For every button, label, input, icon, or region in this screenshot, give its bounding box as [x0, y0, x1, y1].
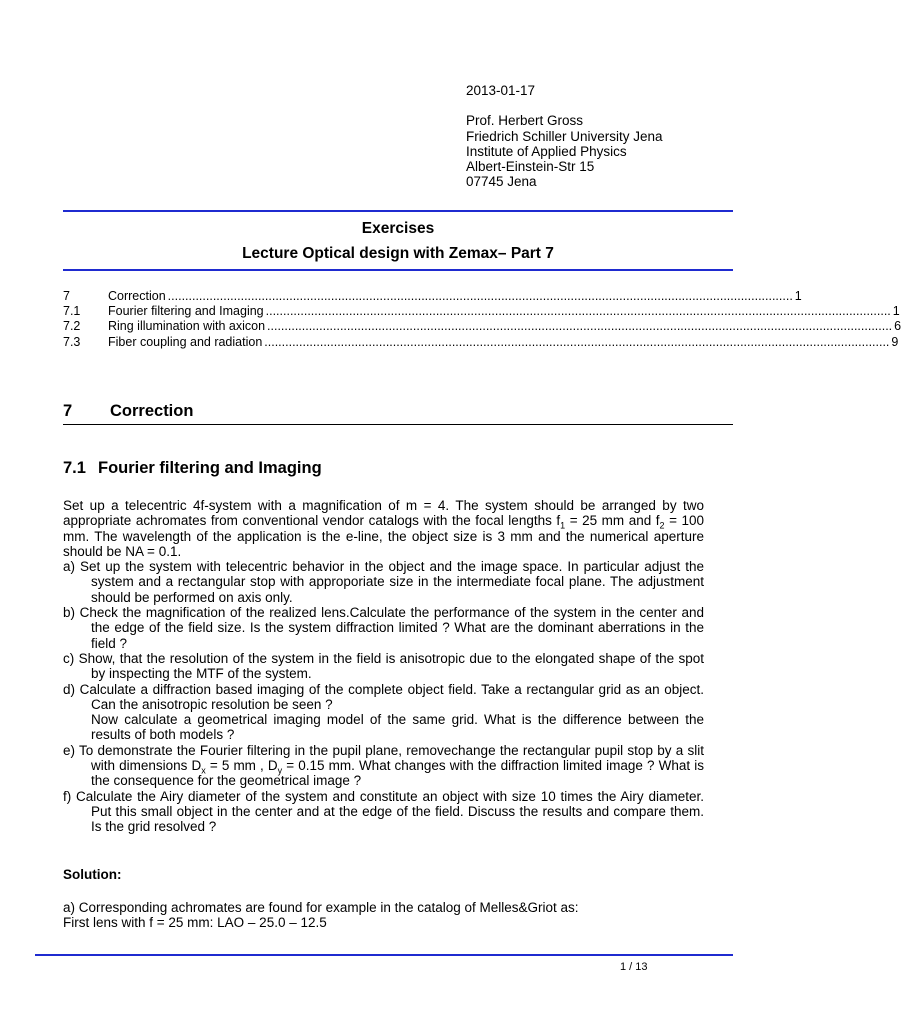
- address-line: Prof. Herbert Gross: [466, 113, 584, 129]
- section-rule: [63, 424, 733, 425]
- toc-entry[interactable]: [63, 319, 901, 334]
- table-of-contents: [63, 289, 901, 350]
- toc-entry-number: 7.2: [63, 319, 81, 334]
- intro-paragraph: [63, 498, 704, 559]
- toc-entry-page: 1: [794, 289, 802, 303]
- task-d-continuation: Now calculate a geometrical imaging model of the same grid. What is the difference between the results of both models ?: [91, 712, 704, 743]
- title-lecture: Lecture Optical design with Zemax– Part 7: [242, 245, 554, 262]
- task-a: a) Set up the system with telecentric behavior in the object and the image space. In particular adjust the system and a rectangular stop with approporiate size in the intermediate focal plane. The adjustment should be performed on axis only.: [63, 559, 704, 605]
- toc-leader-dots: ....................................................................................................................................................................................: [167, 289, 793, 303]
- section-title: Correction: [110, 402, 194, 420]
- toc-entry[interactable]: [63, 334, 899, 350]
- subscript: 2: [659, 520, 665, 531]
- toc-entry[interactable]: [63, 304, 900, 319]
- solution-line: a) Corresponding achromates are found for example in the catalog of Melles&Griot as:: [63, 900, 579, 915]
- toc-entry-number: 7.3: [63, 334, 81, 349]
- toc-entry-page: 6: [894, 319, 901, 334]
- intro-text: = 25 mm and f: [565, 513, 660, 529]
- address-line: Institute of Applied Physics: [466, 143, 627, 159]
- toc-entry-page: 9: [891, 334, 899, 349]
- document-date: 2013-01-17: [466, 83, 536, 98]
- solution-body: [63, 900, 704, 931]
- toc-entry-title: Ring illumination with axicon: [108, 319, 266, 334]
- address-line: Friedrich Schiller University Jena: [466, 128, 663, 144]
- solution-line: First lens with f = 25 mm: LAO – 25.0 – 12.5: [63, 915, 327, 931]
- toc-entry-number: 7.1: [63, 304, 81, 319]
- task-e-text: e) To demonstrate the Fourier filtering in the pupil plane, removechange the rectangular pupil stop by a slit with dimensions D: [63, 742, 704, 774]
- toc-entry-title: Correction: [108, 289, 166, 303]
- title-exercises: Exercises: [361, 220, 435, 237]
- section-heading: [63, 402, 193, 421]
- task-f: f) Calculate the Airy diameter of the system and constitute an object with size 10 times the Airy diameter. Put this small object in the center and at the edge of the field. Discuss the results and compare them. Is the grid resolved ?: [63, 788, 704, 835]
- solution-label: Solution:: [63, 867, 122, 882]
- toc-entry-number: 7: [63, 289, 70, 303]
- address-line: Albert-Einstein-Str 15: [466, 159, 595, 175]
- subsection-heading: [63, 459, 322, 478]
- subscript: 1: [560, 520, 566, 531]
- toc-leader-dots: ....................................................................................................................................................................................: [265, 304, 891, 319]
- title-top-rule: [63, 210, 733, 212]
- title-bottom-rule: [63, 269, 733, 271]
- address-line: 07745 Jena: [466, 174, 537, 190]
- footer-rule: [35, 954, 733, 956]
- toc-entry-title: Fiber coupling and radiation: [108, 334, 263, 349]
- header-address: [466, 83, 663, 190]
- task-e-text: = 0.15 mm. What changes with the diffraction limited image ? What is the consequence for the geometrical image ?: [91, 758, 704, 789]
- toc-entry[interactable]: [63, 289, 802, 304]
- task-e: [63, 743, 704, 789]
- subsection-number: 7.1: [63, 459, 86, 477]
- exercise-body: [63, 498, 704, 835]
- toc-leader-dots: ....................................................................................................................................................................................: [267, 319, 893, 334]
- toc-leader-dots: ....................................................................................................................................................................................: [264, 334, 890, 349]
- task-d: d) Calculate a diffraction based imaging of the complete object field. Take a rectangular grid as an object. Can the anisotropic resolution be seen ?: [63, 681, 704, 712]
- intro-text: = 100 mm. The wavelength of the application is the e-line, the object size is 3 mm and the numerical aperture should be NA = 0.1.: [63, 513, 705, 559]
- subscript: y: [277, 765, 283, 776]
- toc-entry-title: Fourier filtering and Imaging: [108, 304, 264, 319]
- intro-text: Set up a telecentric 4f-system with a magnification of m = 4. The system should be arranged by two appropriate achromates from conventional vendor catalogs with the focal lengths f: [63, 498, 704, 529]
- task-e-text: = 5 mm , D: [205, 758, 278, 774]
- task-b: b) Check the magnification of the realized lens.Calculate the performance of the system in the center and the edge of the field size. Is the system diffraction limited ? What are the dominant aberrations in the field ?: [63, 605, 704, 651]
- task-c: c) Show, that the resolution of the system in the field is anisotropic due to the elongated shape of the spot by inspecting the MTF of the system.: [63, 650, 704, 682]
- subscript: x: [201, 765, 206, 776]
- section-number: 7: [63, 402, 73, 420]
- page-number: 1 / 13: [620, 961, 648, 973]
- subsection-title: Fourier filtering and Imaging: [98, 459, 322, 477]
- toc-entry-page: 1: [892, 304, 900, 319]
